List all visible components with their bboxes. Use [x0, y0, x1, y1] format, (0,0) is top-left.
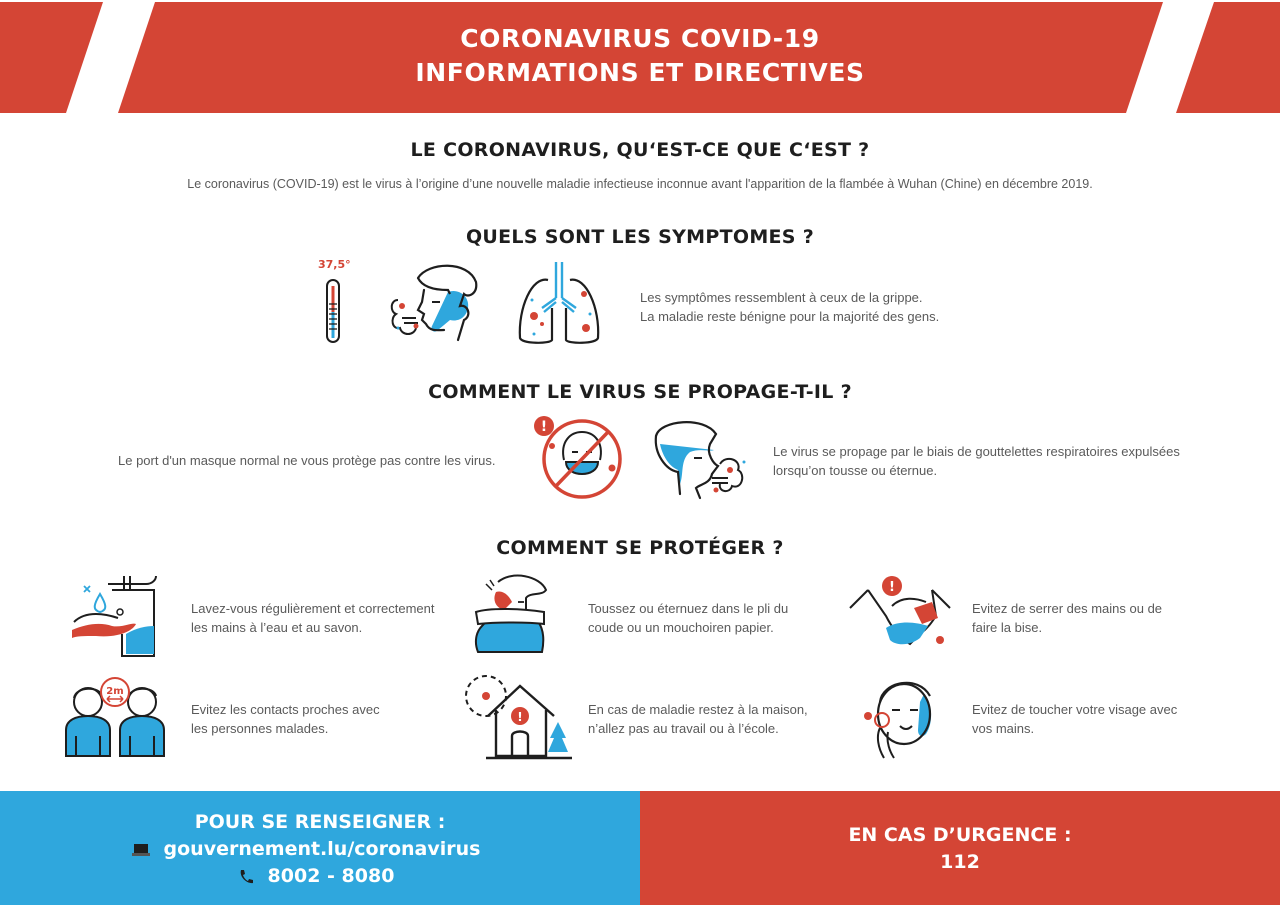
emergency-heading: EN CAS D’URGENCE : — [848, 824, 1072, 846]
title-line-1: CORONAVIRUS COVID-19 — [460, 24, 820, 53]
protect-text-wash — [191, 599, 435, 637]
protect-text-line-2: vos mains. — [972, 721, 1035, 736]
mask-text: Le port d'un masque normal ne vous protège pas contre les virus. — [118, 453, 496, 468]
symptoms-text-line-1: Les symptômes ressemblent à ceux de la grippe. — [640, 290, 923, 305]
svg-text:!: ! — [889, 580, 895, 595]
touch-face-icon — [858, 672, 948, 760]
symptoms-text — [640, 288, 939, 326]
emergency-number[interactable]: 112 — [940, 851, 980, 873]
protect-text-face — [972, 700, 1177, 738]
coughing-face-icon — [388, 260, 484, 344]
spread-text — [773, 442, 1180, 480]
what-is-heading: LE CORONAVIRUS, QU‘EST-CE QUE C‘EST ? — [410, 139, 870, 161]
protect-text-distance — [191, 700, 380, 738]
protect-heading: COMMENT SE PROTÉGER ? — [496, 537, 784, 559]
laptop-icon — [132, 843, 150, 857]
distance-2m-icon — [60, 674, 170, 758]
spread-text-line-2: lorsqu’on tousse ou éternue. — [773, 463, 938, 478]
lungs-icon — [512, 258, 606, 346]
symptoms-heading: QUELS SONT LES SYMPTOMES ? — [465, 226, 815, 248]
hand-washing-icon — [66, 570, 162, 660]
protect-text-line-1: Evitez de toucher votre visage avec — [972, 702, 1178, 717]
protect-text-line-1: Toussez ou éternuez dans le pli du — [588, 601, 789, 616]
protect-text-line-1: Evitez de serrer des mains ou de — [972, 601, 1163, 616]
protect-text-line-1: En cas de maladie restez à la maison, — [588, 702, 808, 717]
page-title — [0, 22, 1280, 90]
website-link[interactable]: gouvernement.lu/coronavirus — [163, 838, 481, 860]
svg-text:!: ! — [517, 710, 523, 724]
protect-text-cough — [588, 599, 788, 637]
phone-icon — [238, 869, 254, 885]
distance-badge: 2m — [106, 686, 124, 697]
elbow-cough-icon — [468, 572, 558, 658]
protect-text-line-1: Lavez-vous régulièrement et correctement — [191, 601, 435, 616]
thermometer-icon — [316, 258, 356, 348]
protect-text-line-2: les personnes malades. — [191, 721, 329, 736]
protect-text-home — [588, 700, 808, 738]
protect-text-line-1: Evitez les contacts proches avec — [191, 702, 380, 717]
spread-text-line-1: Le virus se propage par le biais de gouttelettes respiratoires expulsées — [773, 444, 1180, 459]
spread-heading: COMMENT LE VIRUS SE PROPAGE-T-IL ? — [428, 381, 852, 403]
protect-text-line-2: faire la bise. — [972, 620, 1043, 635]
title-line-2: INFORMATIONS ET DIRECTIVES — [415, 58, 865, 87]
emergency-panel — [640, 791, 1280, 905]
temperature-label: 37,5° — [318, 258, 351, 271]
handshake-warning-icon — [846, 572, 954, 656]
no-mask-icon — [530, 412, 628, 502]
info-heading: POUR SE RENSEIGNER : — [194, 811, 446, 833]
protect-text-line-2: coude ou un mouchoiren papier. — [588, 620, 774, 635]
what-is-text: Le coronavirus (COVID-19) est le virus à l’origine d’une nouvelle maladie infectieuse inconnue avant l'apparition de la flambée à Wuhan (Chine) en décembre 2019. — [187, 177, 1093, 191]
phone-number[interactable]: 8002 - 8080 — [267, 865, 395, 887]
sneezing-face-icon — [650, 414, 750, 502]
symptoms-text-line-2: La maladie reste bénigne pour la majorité des gens. — [640, 309, 940, 324]
svg-text:!: ! — [540, 419, 548, 435]
protect-text-line-2: les mains à l’eau et au savon. — [191, 620, 363, 635]
info-panel — [0, 791, 640, 905]
protect-text-line-2: n’allez pas au travail ou à l’école. — [588, 721, 779, 736]
stay-home-icon — [462, 672, 572, 760]
protect-text-handshake — [972, 599, 1162, 637]
header-banner — [0, 0, 1280, 115]
